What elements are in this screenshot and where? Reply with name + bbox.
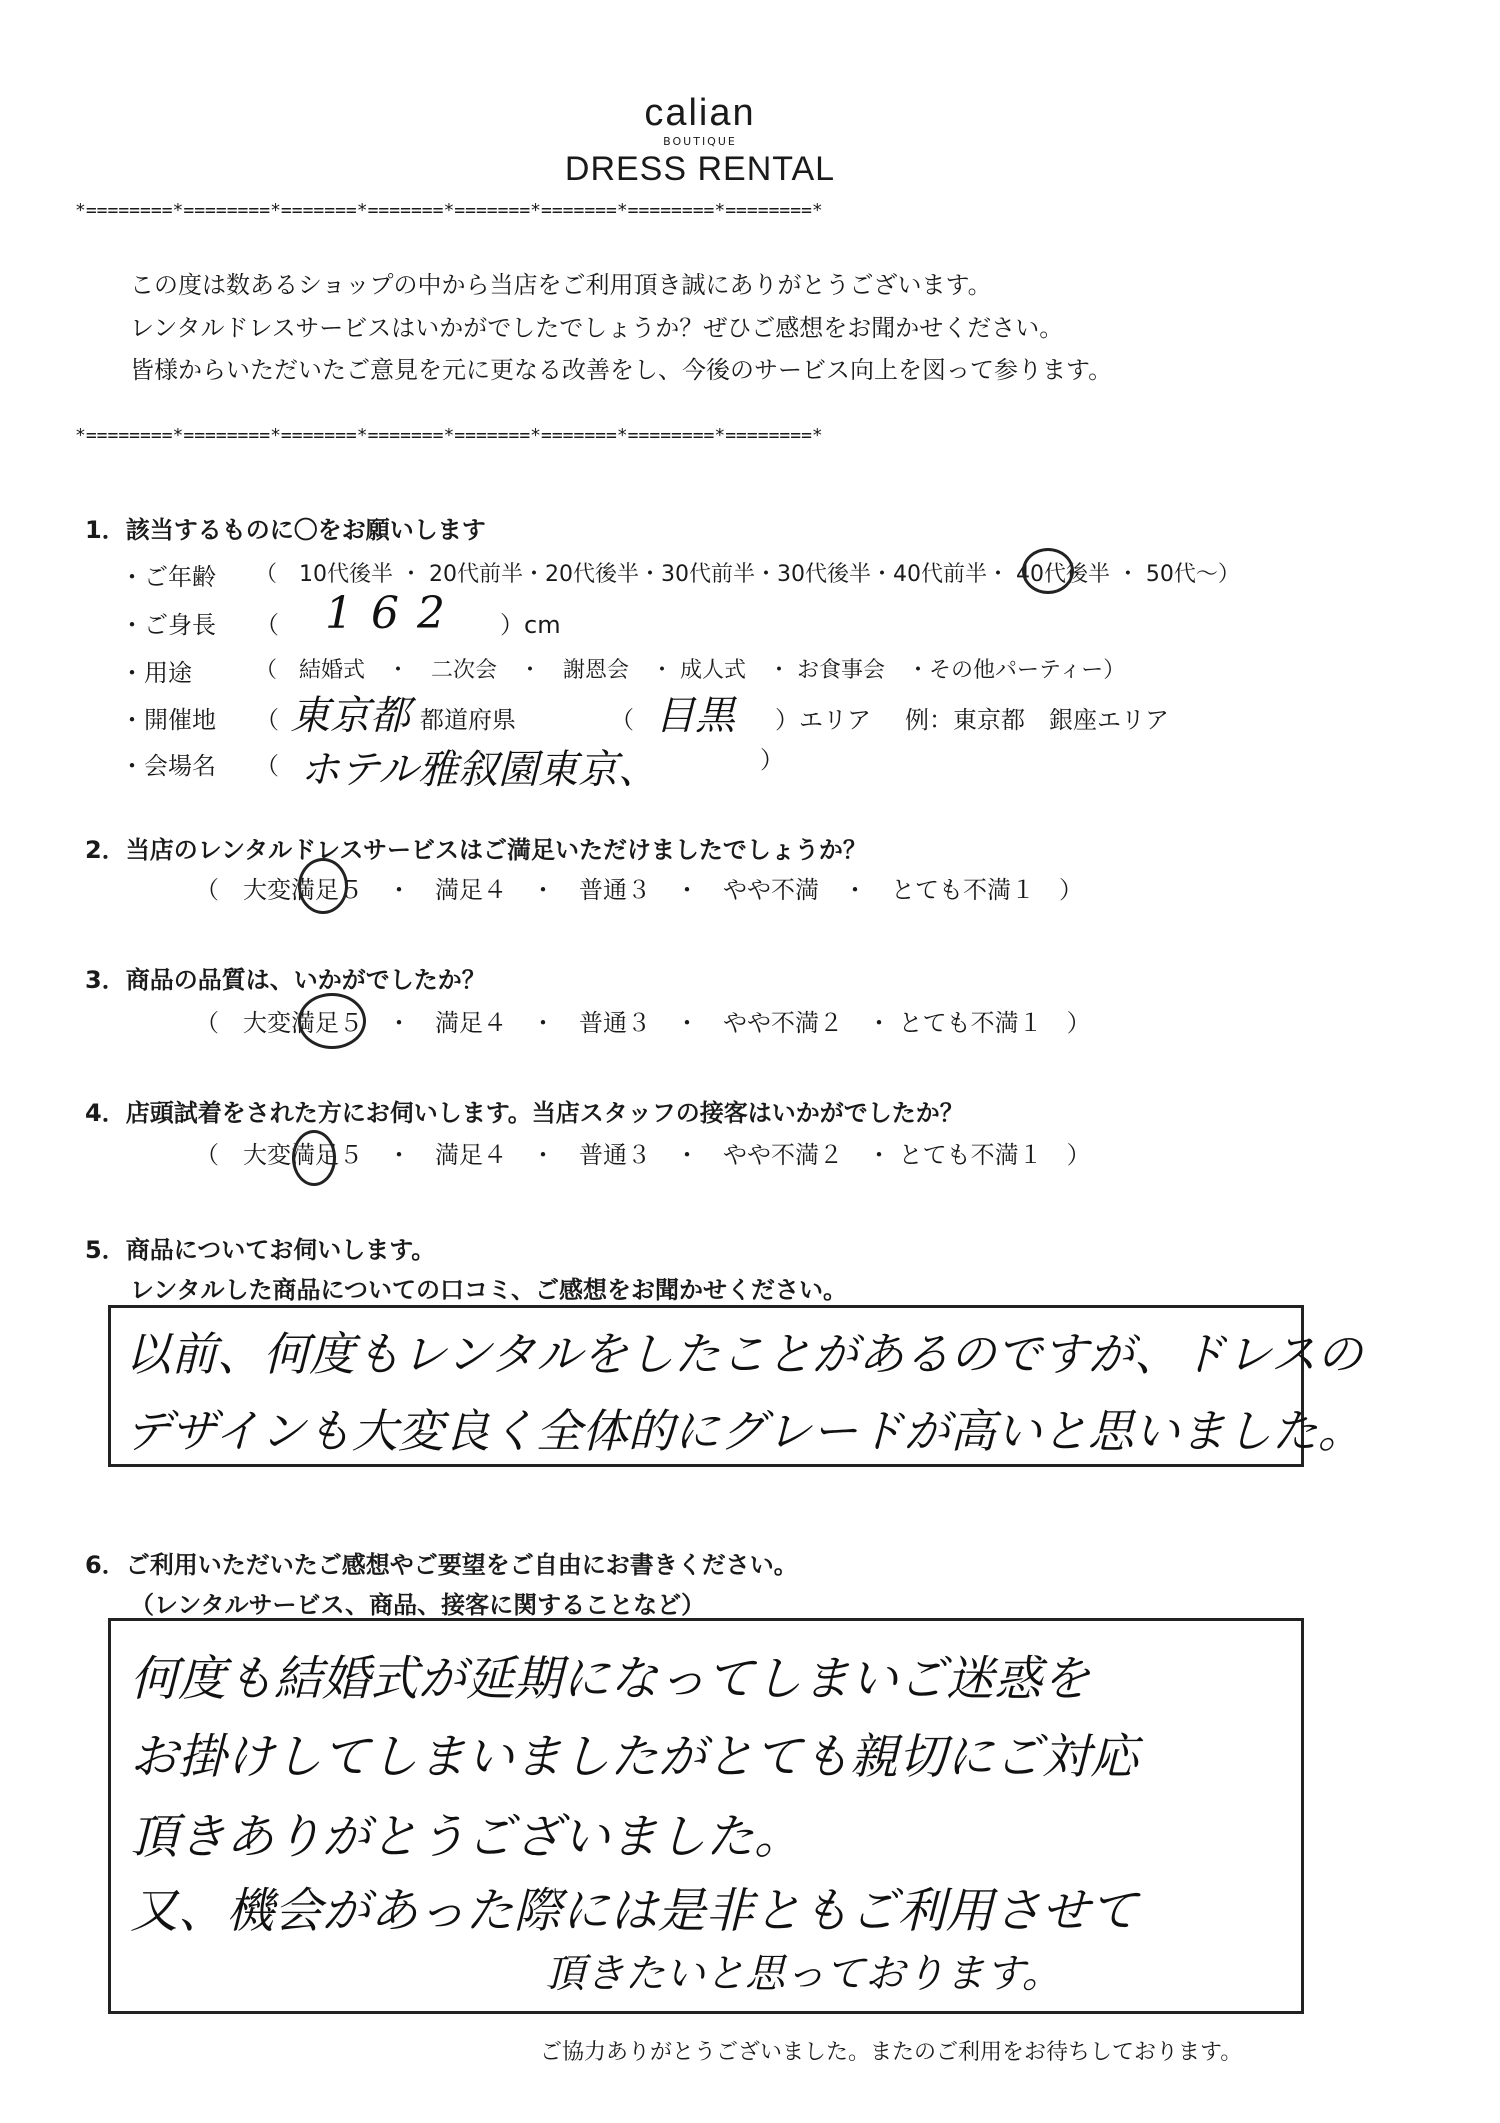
divider-top: *========*========*=======*=======*=======*=======*========*========* xyxy=(75,200,823,221)
q4-circle-mark xyxy=(292,1130,336,1186)
height-open: （ xyxy=(255,611,279,639)
prefecture-value: 東京都 xyxy=(290,693,410,739)
q1-title: 1．該当するものに〇をお願いします xyxy=(85,516,486,544)
venue-area-open: （ xyxy=(255,706,279,734)
venue-name-value: ホテル雅叙園東京、 xyxy=(300,747,658,793)
area-suffix: ）エリア xyxy=(775,706,871,734)
brand-logo: calian xyxy=(644,92,756,134)
area-open: （ xyxy=(610,706,634,734)
intro-line-3: 皆様からいただいたご意見を元に更なる改善をし、今後のサービス向上を図って参ります。 xyxy=(130,356,1113,384)
divider-bottom: *========*========*=======*=======*=======*=======*========*========* xyxy=(75,425,823,446)
q4-options: （ 大変満足５ ・ 満足４ ・ 普通３ ・ やや不満２ ・ とても不満１ ） xyxy=(195,1141,1091,1169)
height-value: 162 xyxy=(325,588,463,639)
q6-comment-line-3: 頂きありがとうございました。 xyxy=(130,1809,803,1865)
venue-name-open: （ xyxy=(255,752,279,780)
intro-line-1: この度は数あるショップの中から当店をご利用頂き誠にありがとうございます。 xyxy=(130,271,992,299)
venue-name-label: ・会場名 xyxy=(120,752,216,780)
area-value: 目黒 xyxy=(655,693,735,739)
height-unit: ）cm xyxy=(500,611,561,639)
q2-title: 2．当店のレンタルドレスサービスはご満足いただけましたでしょうか？ xyxy=(85,836,867,864)
q5-title: 5．商品についてお伺いします。 xyxy=(85,1236,436,1264)
venue-area-label: ・開催地 xyxy=(120,706,216,734)
q6-comment-line-1: 何度も結婚式が延期になってしまいご迷惑を xyxy=(130,1651,1091,1707)
q3-options: （ 大変満足５ ・ 満足４ ・ 普通３ ・ やや不満２ ・ とても不満１ ） xyxy=(195,1009,1091,1037)
q5-comment-line-2: デザインも大変良く全体的にグレードが高いと思いました。 xyxy=(125,1404,1364,1458)
q4-title: 4．店頭試着をされた方にお伺いします。当店スタッフの接客はいかがでしたか？ xyxy=(85,1099,964,1127)
q3-title: 3．商品の品質は、いかがでしたか？ xyxy=(85,966,486,994)
q6-comment-line-4: 又、機会があった際には是非ともご利用させて xyxy=(130,1883,1138,1939)
age-options: （ 10代後半 ・ 20代前半・20代後半・30代前半・30代後半・40代前半・ 40代後半 ・ 50代～） xyxy=(255,562,1240,587)
q6-title: 6．ご利用いただいたご感想やご要望をご自由にお書きください。 xyxy=(85,1551,798,1579)
q5-comment-line-1: 以前、何度もレンタルをしたことがあるのですが、ドレスの xyxy=(125,1327,1363,1381)
venue-example: 例：東京都 銀座エリア xyxy=(905,706,1169,734)
q2-options: （ 大変満足５ ・ 満足４ ・ 普通３ ・ やや不満 ・ とても不満１ ） xyxy=(195,876,1083,904)
prefecture-suffix: 都道府県 xyxy=(420,706,516,734)
venue-name-close: ） xyxy=(760,746,784,774)
q6-comment-line-5: 頂きたいと思っております。 xyxy=(545,1951,1062,1997)
age-circle-mark xyxy=(1022,548,1074,594)
service-title: DRESS RENTAL xyxy=(564,150,836,188)
height-label: ・ご身長 xyxy=(120,611,216,639)
q2-circle-mark xyxy=(298,858,348,914)
age-label: ・ご年齢 xyxy=(120,563,216,591)
purpose-options: （ 結婚式 ・ 二次会 ・ 謝恩会 ・ 成人式 ・ お食事会 ・その他パーティー） xyxy=(255,658,1126,683)
q6-comment-line-2: お掛けしてしまいましたがとても親切にご対応 xyxy=(130,1729,1139,1785)
intro-line-2: レンタルドレスサービスはいかがでしたでしょうか？ぜひご感想をお聞かせください。 xyxy=(130,314,1064,342)
purpose-label: ・用途 xyxy=(120,659,192,687)
brand-subtitle: BOUTIQUE xyxy=(663,135,737,148)
q6-subtitle: （レンタルサービス、商品、接客に関することなど） xyxy=(130,1591,706,1619)
q5-subtitle: レンタルした商品についての口コミ、ご感想をお聞かせください。 xyxy=(130,1276,847,1304)
footer-thanks: ご協力ありがとうございました。またのご利用をお待ちしております。 xyxy=(540,2040,1243,2065)
q3-circle-mark xyxy=(298,993,366,1049)
